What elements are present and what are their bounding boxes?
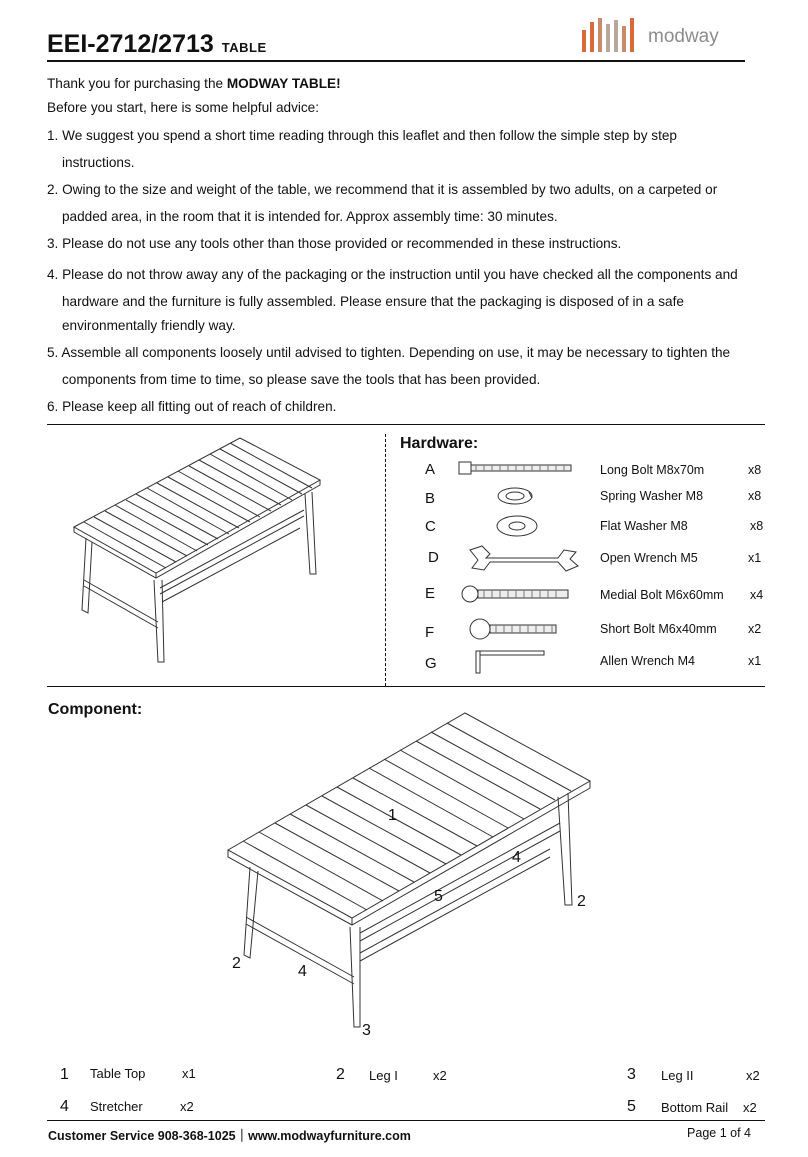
- component-num-4: 4: [60, 1098, 69, 1115]
- hardware-name-d: Open Wrench M5: [600, 551, 698, 565]
- open-wrench-icon: [468, 544, 580, 574]
- logo-bars-icon: [578, 16, 646, 56]
- allen-wrench-icon: [474, 647, 548, 679]
- component-qty-3: x2: [746, 1068, 760, 1083]
- footer-rule: [47, 1120, 765, 1121]
- advice-2-line-2: padded area, in the room that it is intended for. Approx assembly time: 30 minutes.: [62, 209, 558, 224]
- component-label-4: Stretcher: [90, 1099, 143, 1114]
- header-rule: [47, 60, 745, 62]
- advice-6-line-1: 6. Please keep all fitting out of reach of children.: [47, 399, 337, 414]
- advice-4-line-2: hardware and the furniture is fully assembled. Please ensure that the packaging is disposed of in a safe: [62, 294, 684, 309]
- component-qty-4: x2: [180, 1099, 194, 1114]
- hardware-title: Hardware:: [400, 435, 479, 452]
- component-num-1: 1: [60, 1066, 69, 1083]
- advice-1-line-2: instructions.: [62, 155, 135, 170]
- callout-leg-left: 2: [232, 955, 241, 972]
- document-subtitle: TABLE: [221, 40, 267, 55]
- component-label-3: Leg II: [661, 1068, 694, 1083]
- hardware-letter-c: C: [425, 518, 436, 535]
- hardware-name-a: Long Bolt M8x70m: [600, 463, 705, 477]
- hardware-letter-e: E: [425, 585, 436, 602]
- section-rule: [47, 424, 765, 425]
- callout-stretcher-right: 4: [512, 849, 521, 866]
- hardware-name-c: Flat Washer M8: [600, 519, 688, 533]
- component-label-5: Bottom Rail: [661, 1100, 729, 1115]
- advice-3-line-1: 3. Please do not use any tools other than those provided or recommended in these instructions.: [47, 236, 622, 251]
- model-number: EEI-2712/2713: [47, 30, 214, 58]
- hardware-qty-b: x8: [748, 489, 762, 503]
- page-number: Page 1 of 4: [687, 1126, 751, 1140]
- hardware-qty-f: x2: [748, 622, 762, 636]
- callout-table-top: 1: [388, 807, 397, 824]
- hardware-name-e: Medial Bolt M6x60mm: [600, 588, 724, 602]
- advice-1-line-1: 1. We suggest you spend a short time reading through this leaflet and then follow the simple step by step: [47, 128, 677, 143]
- hardware-qty-d: x1: [748, 551, 762, 565]
- hardware-letter-b: B: [425, 490, 436, 507]
- hardware-letter-g: G: [425, 655, 437, 672]
- hardware-letter-a: A: [425, 461, 436, 478]
- advice-4-line-3: environmentally friendly way.: [62, 318, 236, 333]
- callout-leg-front: 3: [362, 1022, 371, 1039]
- modway-logo: [578, 16, 728, 56]
- callout-bottom-rail: 5: [434, 888, 443, 905]
- short-bolt-icon: [468, 618, 560, 640]
- product-name: MODWAY TABLE: [226, 76, 337, 91]
- hardware-letter-d: D: [428, 549, 439, 566]
- advice-5-line-2: components from time to time, so please save the tools that has been provided.: [62, 372, 541, 387]
- component-num-3: 3: [627, 1066, 636, 1083]
- component-title: Component:: [48, 701, 143, 718]
- medial-bolt-icon: [460, 584, 572, 604]
- component-qty-5: x2: [743, 1100, 757, 1115]
- hardware-qty-e: x4: [750, 588, 764, 602]
- advice-5-line-1: 5. Assemble all components loosely until advised to tighten. Depending on use, it may be necessary to tighten the: [47, 345, 731, 360]
- customer-service-info: Customer Service 908-368-1025｜www.modwayfurniture.com: [48, 1129, 411, 1143]
- document-title: [47, 30, 267, 59]
- hardware-name-g: Allen Wrench M4: [600, 654, 695, 668]
- thanks-line: Thank you for purchasing the MODWAY TABLE!: [47, 76, 341, 91]
- component-num-2: 2: [336, 1066, 345, 1083]
- flat-washer-icon: [495, 514, 539, 538]
- component-table-illustration: [220, 705, 600, 1035]
- long-bolt-icon: [458, 460, 574, 476]
- brand-name: modway: [648, 26, 719, 47]
- hardware-qty-a: x8: [748, 463, 762, 477]
- component-label-1: Table Top: [90, 1066, 146, 1081]
- assembled-table-illustration: [60, 430, 360, 670]
- hardware-qty-g: x1: [748, 654, 762, 668]
- hardware-qty-c: x8: [750, 519, 764, 533]
- advice-4-line-1: 4. Please do not throw away any of the packaging or the instruction until you have checked all the components and: [47, 267, 738, 282]
- component-label-2: Leg I: [369, 1068, 398, 1083]
- callout-leg-right: 2: [577, 893, 586, 910]
- hardware-bottom-rule: [47, 686, 765, 687]
- advice-2-line-1: 2. Owing to the size and weight of the table, we recommend that it is assembled by two adults, on a carpeted or: [47, 182, 718, 197]
- hardware-letter-f: F: [425, 624, 435, 641]
- component-num-5: 5: [627, 1098, 636, 1115]
- vertical-divider: [385, 434, 387, 686]
- advice-intro: Before you start, here is some helpful advice:: [47, 100, 320, 115]
- hardware-name-b: Spring Washer M8: [600, 489, 704, 503]
- callout-stretcher-left: 4: [298, 963, 307, 980]
- spring-washer-icon: [495, 486, 535, 506]
- component-qty-1: x1: [182, 1066, 196, 1081]
- component-qty-2: x2: [433, 1068, 447, 1083]
- hardware-name-f: Short Bolt M6x40mm: [600, 622, 717, 636]
